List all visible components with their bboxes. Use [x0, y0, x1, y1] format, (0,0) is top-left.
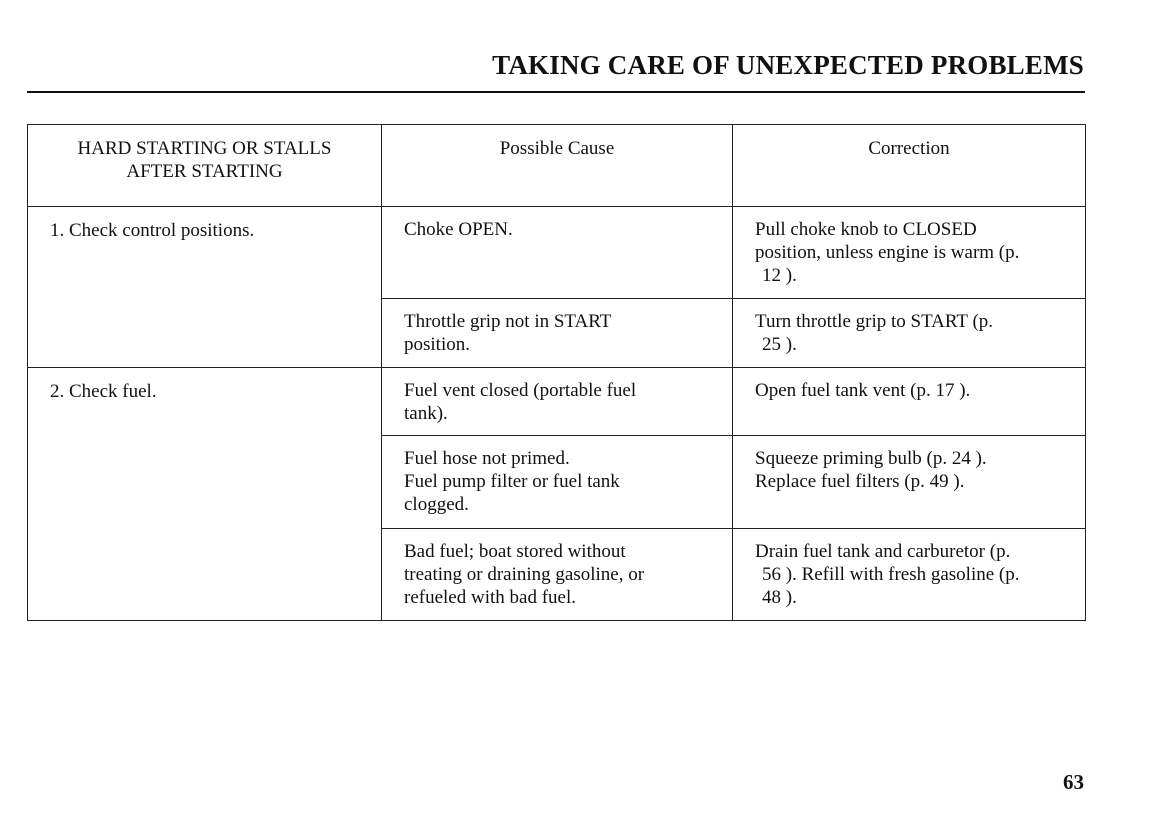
cause-line: treating or draining gasoline, or — [404, 564, 645, 585]
correction — [733, 299, 1086, 368]
cause-line: Choke OPEN. — [404, 219, 513, 240]
table-header-row — [28, 125, 1086, 207]
correction — [733, 436, 1086, 529]
correction-line: Drain fuel tank and carburetor (p. — [755, 541, 1011, 562]
page-number: 63 — [1063, 770, 1084, 794]
correction-line: position, unless engine is warm (p. — [755, 242, 1020, 263]
correction-line: Pull choke knob to CLOSED — [755, 219, 977, 240]
correction-line: Squeeze priming bulb (p. 24 ). — [755, 448, 987, 469]
possible-cause — [382, 207, 733, 299]
cause-line: Throttle grip not in START — [404, 311, 612, 332]
troubleshooting-table — [27, 124, 1086, 621]
correction-line: Turn throttle grip to START (p. — [755, 311, 994, 332]
correction-line: 25 ). — [762, 334, 797, 355]
table-row — [28, 207, 1086, 299]
check-step: 2. Check fuel. — [28, 368, 382, 621]
correction-line: Replace fuel filters (p. 49 ). — [755, 471, 965, 492]
correction-line: 12 ). — [762, 265, 797, 286]
cause-line: Fuel pump filter or fuel tank — [404, 471, 620, 492]
correction — [733, 207, 1086, 299]
correction-line: 56 ). Refill with fresh gasoline (p. — [762, 564, 1020, 585]
symptom-header-line: HARD STARTING OR STALLS — [77, 138, 332, 159]
correction-line: 48 ). — [762, 587, 797, 608]
correction-line: Open fuel tank vent (p. 17 ). — [755, 380, 971, 401]
cause-line: Fuel hose not primed. — [404, 448, 570, 469]
cause-header: Possible Cause — [382, 125, 733, 207]
cause-line: Fuel vent closed (portable fuel — [404, 380, 637, 401]
cause-line: clogged. — [404, 494, 469, 515]
cause-line: tank). — [404, 403, 448, 424]
possible-cause — [382, 368, 733, 436]
table-row — [28, 368, 1086, 436]
page-title: TAKING CARE OF UNEXPECTED PROBLEMS — [492, 50, 1084, 80]
possible-cause — [382, 529, 733, 621]
title-rule — [27, 91, 1085, 93]
possible-cause — [382, 299, 733, 368]
cause-line: position. — [404, 334, 470, 355]
correction — [733, 368, 1086, 436]
cause-line: Bad fuel; boat stored without — [404, 541, 626, 562]
correction — [733, 529, 1086, 621]
check-step: 1. Check control positions. — [28, 207, 382, 368]
cause-line: refueled with bad fuel. — [404, 587, 576, 608]
symptom-header — [28, 125, 382, 207]
symptom-header-line: AFTER STARTING — [126, 161, 283, 182]
possible-cause — [382, 436, 733, 529]
correction-header: Correction — [733, 125, 1086, 207]
